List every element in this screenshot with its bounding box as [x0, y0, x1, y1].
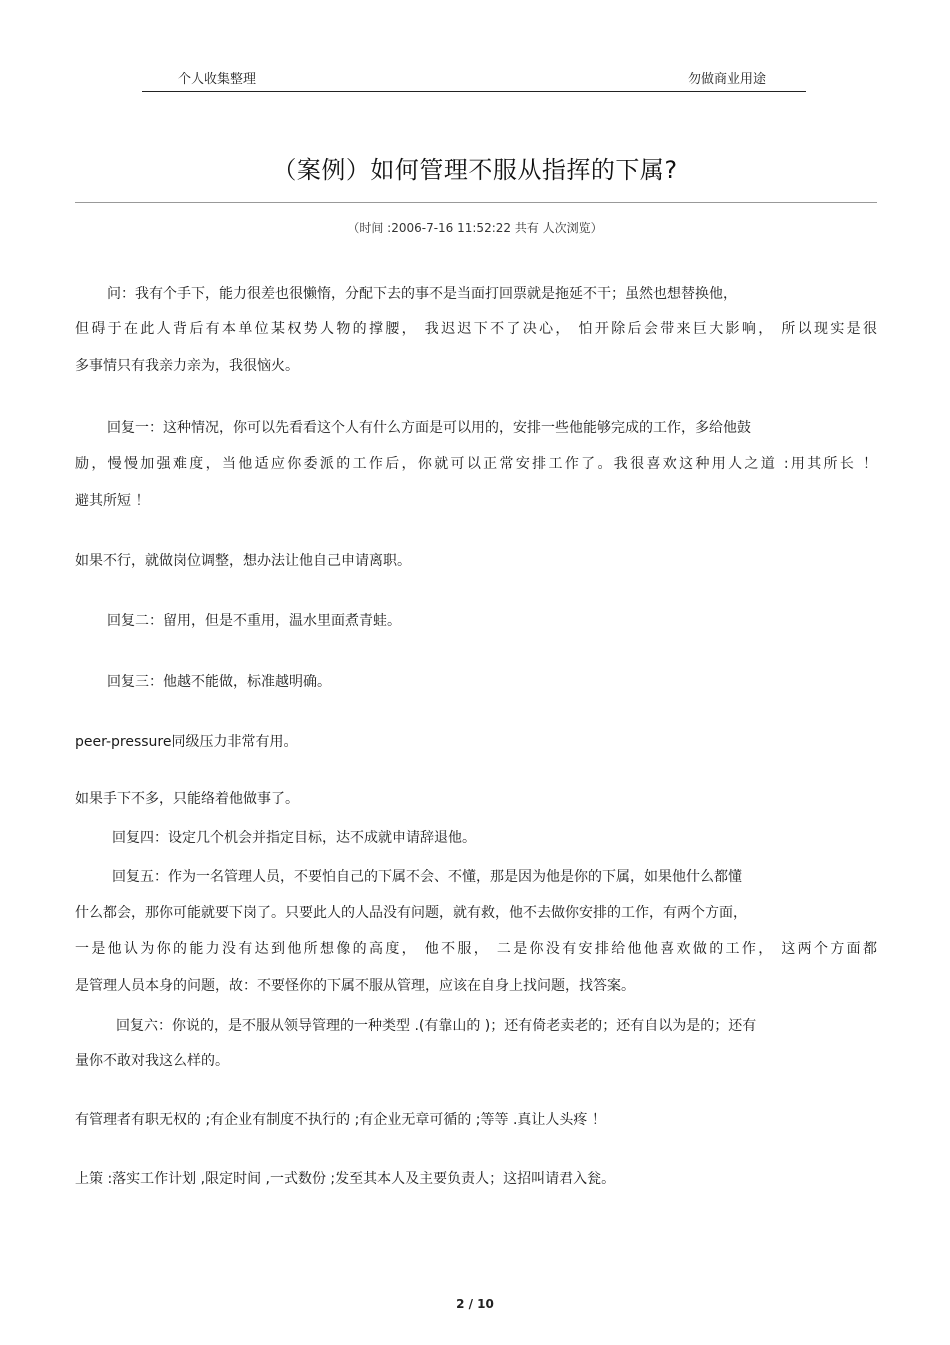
- reply1-line-3: 避其所短 ！: [75, 493, 150, 509]
- reply3-line: 回复三：他越不能做，标准越明确。: [107, 674, 331, 690]
- reply5-line-2: 什么都会，那你可能就要下岗了。只要此人的人品没有问题，就有救，他不去做你安排的工作，有两个方面，: [75, 905, 747, 921]
- page-title: （案例）如何管理不服从指挥的下属?: [272, 156, 678, 184]
- header-divider: [142, 91, 806, 92]
- question-line-2: 但碍于在此人背后有本单位某权势人物的撑腰， 我迟迟下不了决心， 怕开除后会带来巨大影响， 所以现实是很: [75, 321, 877, 337]
- reply6-line-2: 量你不敢对我这么样的。: [75, 1053, 229, 1069]
- question-line-1: 问：我有个手下，能力很差也很懒惰，分配下去的事不是当面打回票就是拖延不干；虽然也想替换他，: [107, 286, 737, 302]
- reply3-line-2: peer-pressure同级压力非常有用。: [75, 734, 298, 750]
- reply2-line: 回复二：留用，但是不重用，温水里面煮青蛙。: [107, 613, 401, 629]
- post-meta: （时间 :2006-7-16 11:52:22 共有 人次浏览）: [347, 221, 603, 235]
- title-divider: [75, 202, 877, 203]
- reply4-line: 回复四：设定几个机会并指定目标，达不成就申请辞退他。: [112, 830, 476, 846]
- reply5-line-1: 回复五：作为一名管理人员，不要怕自己的下属不会、不懂，那是因为他是你的下属，如果他什么都懂: [112, 869, 742, 885]
- header-left-text: 个人收集整理: [178, 72, 257, 87]
- reply6-line-3: 有管理者有职无权的 ;有企业有制度不执行的 ;有企业无章可循的 ;等等 .真让人头疼 ！: [75, 1112, 606, 1128]
- reply6-line-4: 上策 :落实工作计划 ,限定时间 ,一式数份 ;发至其本人及主要负责人；这招叫请君入瓮。: [75, 1171, 616, 1187]
- question-line-3: 多事情只有我亲力亲为，我很恼火。: [75, 358, 299, 374]
- reply3-line-3: 如果手下不多，只能络着他做事了。: [75, 791, 299, 807]
- page-number: 2 / 10: [456, 1297, 494, 1311]
- reply1-line-1: 回复一：这种情况，你可以先看看这个人有什么方面是可以用的，安排一些他能够完成的工作，多给他鼓: [107, 420, 751, 436]
- reply1-line-2: 励，慢慢加强难度，当他适应你委派的工作后，你就可以正常安排工作了。我很喜欢这种用人之道 :用其所长 ！: [75, 456, 877, 472]
- reply1-line-4: 如果不行，就做岗位调整，想办法让他自己申请离职。: [75, 553, 411, 569]
- header-right-text: 勿做商业用途: [688, 72, 767, 87]
- reply5-line-3: 一是他认为你的能力没有达到他所想像的高度， 他不服， 二是你没有安排给他他喜欢做的工作， 这两个方面都: [75, 941, 877, 957]
- reply6-line-1: 回复六：你说的，是不服从领导管理的一种类型 .(有靠山的 )；还有倚老卖老的；还有自以为是的；还有: [116, 1018, 757, 1034]
- reply5-line-4: 是管理人员本身的问题，故：不要怪你的下属不服从管理，应该在自身上找问题，找答案。: [75, 978, 635, 994]
